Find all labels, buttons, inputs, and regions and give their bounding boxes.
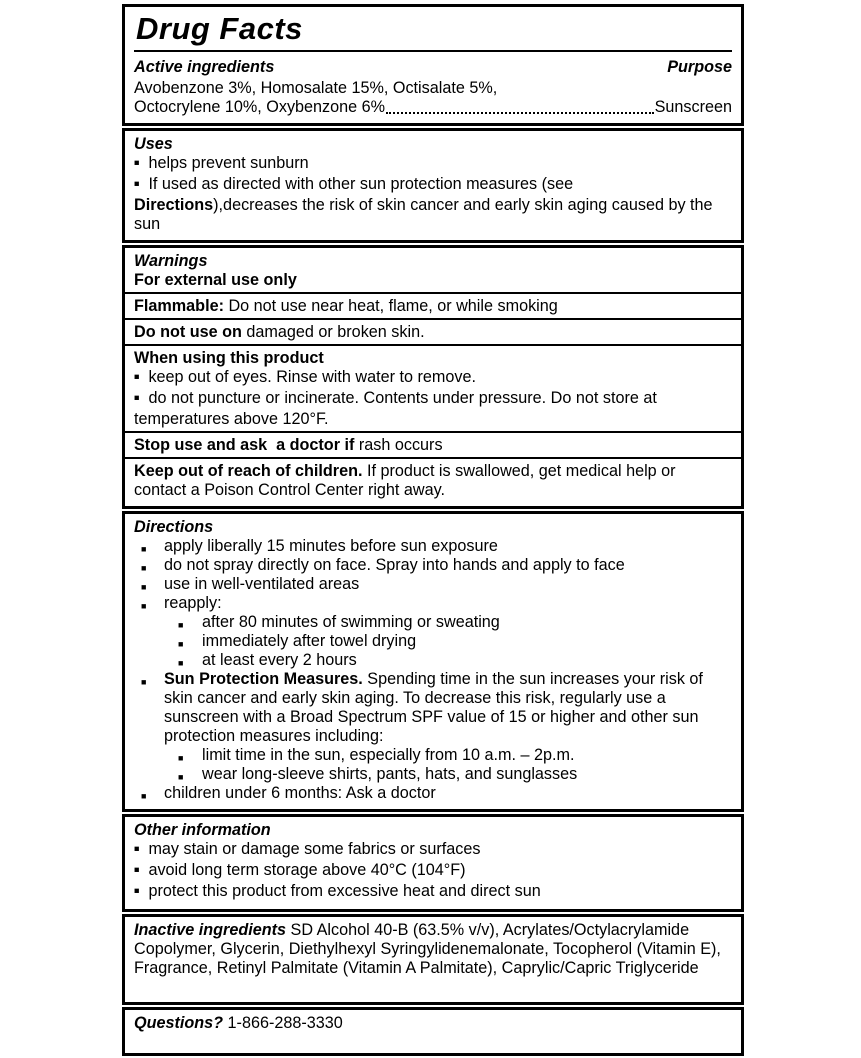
label-title: Drug Facts [136, 11, 303, 46]
questions-heading: Questions? [134, 1014, 224, 1032]
inactive-ingredients-paragraph [134, 921, 732, 978]
uses-bullet-1 [134, 154, 732, 175]
purpose-value: Sunscreen [654, 98, 732, 116]
other-bullet-3 [134, 882, 732, 903]
questions-row [134, 1014, 732, 1033]
questions-phone-number: 1-866-288-3330 [223, 1014, 343, 1032]
bullet-icon: ■ [178, 753, 184, 763]
bullet-icon: ■ [141, 791, 147, 801]
active-ingredients-line-2 [134, 98, 732, 117]
warning-do-not-use-text: damaged or broken skin. [241, 323, 425, 341]
warning-bullet-1-text: keep out of eyes. Rinse with water to remove. [148, 368, 476, 386]
sun-protection-text: Spending time in the sun increases your risk of skin cancer and early skin aging. To decrease this risk, regularly use a sunscreen with a Broad Spectrum SPF value of 15 or higher and other sun protection measures including: [164, 670, 703, 745]
dot-leader [386, 112, 654, 114]
uses-bullet-2-text: If used as directed with other sun protection measures (see [148, 175, 574, 193]
warning-do-not-use [125, 323, 741, 346]
warning-stop-use-lead: Stop use and ask a doctor if [134, 436, 355, 454]
other-bullet-1 [134, 840, 732, 861]
section-other-information [122, 814, 744, 912]
uses-bullet-2 [134, 175, 732, 234]
active-ingredients-header-row [134, 58, 732, 77]
directions-bullet-4 [134, 594, 732, 613]
warning-flammable [125, 297, 741, 320]
sun-protection-lead: Sun Protection Measures. [164, 670, 363, 688]
directions-bullet-6-text: children under 6 months: Ask a doctor [164, 784, 436, 802]
bullet-icon: ■ [141, 582, 147, 592]
section-questions [122, 1007, 744, 1056]
drug-facts-label [122, 4, 744, 1058]
section-warnings [122, 245, 744, 509]
bullet-icon: ■ [134, 843, 140, 854]
bullet-icon: ■ [141, 544, 147, 554]
warning-stop-use [125, 436, 741, 459]
directions-bullet-2 [134, 556, 732, 575]
directions-sub-bullet-3 [134, 651, 732, 670]
active-ingredients-heading: Active ingredients [134, 58, 275, 76]
bullet-icon: ■ [134, 178, 140, 189]
warning-bullet-1 [134, 368, 732, 389]
directions-sub-bullet-5 [134, 765, 732, 784]
other-bullet-2-text: avoid long term storage above 40°C (104°F) [148, 861, 466, 879]
directions-bullet-3 [134, 575, 732, 594]
directions-bullet-6 [134, 784, 732, 803]
other-bullet-1-text: may stain or damage some fabrics or surfaces [148, 840, 481, 858]
directions-sub-bullet-3-text: at least every 2 hours [202, 651, 357, 669]
bullet-icon: ■ [141, 563, 147, 573]
directions-bullet-1 [134, 537, 732, 556]
bullet-icon: ■ [134, 371, 140, 382]
directions-sun-protection [134, 670, 732, 746]
title-divider [134, 50, 732, 52]
directions-bullet-3-text: use in well-ventilated areas [164, 575, 360, 593]
bullet-icon: ■ [141, 601, 147, 611]
section-directions [122, 511, 744, 812]
warning-flammable-text: Do not use near heat, flame, or while smoking [223, 297, 558, 315]
warning-flammable-lead: Flammable: [134, 297, 224, 315]
section-uses [122, 128, 744, 243]
warning-do-not-use-lead: Do not use on [134, 323, 242, 341]
uses-bullet-1-text: helps prevent sunburn [148, 154, 309, 172]
bullet-icon: ■ [178, 658, 184, 668]
warning-when-using: When using this product [134, 349, 324, 367]
warning-keep-out-of-reach [134, 462, 732, 500]
warning-external-use: For external use only [125, 271, 741, 294]
bullet-icon: ■ [134, 157, 140, 168]
bullet-icon: ■ [178, 639, 184, 649]
bullet-icon: ■ [178, 620, 184, 630]
active-ingredients-line-1: Avobenzone 3%, Homosalate 15%, Octisalate 5%, [134, 79, 498, 97]
active-ingredients-names: Octocrylene 10%, Oxybenzone 6% [134, 98, 386, 116]
directions-sub-bullet-4-text: limit time in the sun, especially from 10 a.m. – 2p.m. [202, 746, 575, 764]
directions-sub-bullet-5-text: wear long-sleeve shirts, pants, hats, and sunglasses [202, 765, 578, 783]
directions-sub-bullet-2-text: immediately after towel drying [202, 632, 417, 650]
bullet-icon: ■ [134, 885, 140, 896]
directions-sub-bullet-1 [134, 613, 732, 632]
bullet-icon: ■ [134, 392, 140, 403]
other-bullet-3-text: protect this product from excessive heat and direct sun [148, 882, 541, 900]
inactive-ingredients-heading: Inactive ingredients [134, 921, 287, 939]
bullet-icon: ■ [141, 677, 147, 687]
directions-sub-bullet-2 [134, 632, 732, 651]
inactive-ingredients-text: SD Alcohol 40-B (63.5% v/v), Acrylates/Octylacrylamide Copolymer, Glycerin, Diethylhexyl Syringylidenemalonate, Tocopherol (Vitamin E), Fragrance, Retinyl Palmitate (Vitamin A Palmitate), Caprylic/Capric Triglyceride [134, 921, 721, 977]
warning-bullet-2 [125, 389, 741, 433]
warning-keep-lead: Keep out of reach of children. [134, 462, 363, 480]
other-information-heading: Other information [134, 821, 271, 839]
directions-sub-bullet-1-text: after 80 minutes of swimming or sweating [202, 613, 500, 631]
warnings-heading: Warnings [134, 252, 208, 270]
directions-bullet-2-text: do not spray directly on face. Spray into hands and apply to face [164, 556, 625, 574]
other-bullet-2 [134, 861, 732, 882]
bullet-icon: ■ [134, 864, 140, 875]
directions-bullet-4-text: reapply: [164, 594, 222, 612]
bullet-icon: ■ [178, 772, 184, 782]
purpose-heading: Purpose [667, 58, 732, 76]
uses-heading: Uses [134, 135, 173, 153]
warning-bullet-2-text: do not puncture or incinerate. Contents under pressure. Do not store at temperatures above 120°F. [134, 389, 657, 428]
directions-bullet-1-text: apply liberally 15 minutes before sun exposure [164, 537, 498, 555]
uses-bullet-2-bold: Directions [134, 196, 214, 214]
uses-bullet-2-rest: ),decreases the risk of skin cancer and early skin aging caused by the sun [134, 196, 713, 233]
warning-keep-text: If product is swallowed, get medical help or contact a Poison Control Center right away. [134, 462, 676, 499]
directions-heading: Directions [134, 518, 214, 536]
section-drug-facts-header [122, 4, 744, 126]
warning-stop-use-text: rash occurs [354, 436, 443, 454]
directions-sub-bullet-4 [134, 746, 732, 765]
